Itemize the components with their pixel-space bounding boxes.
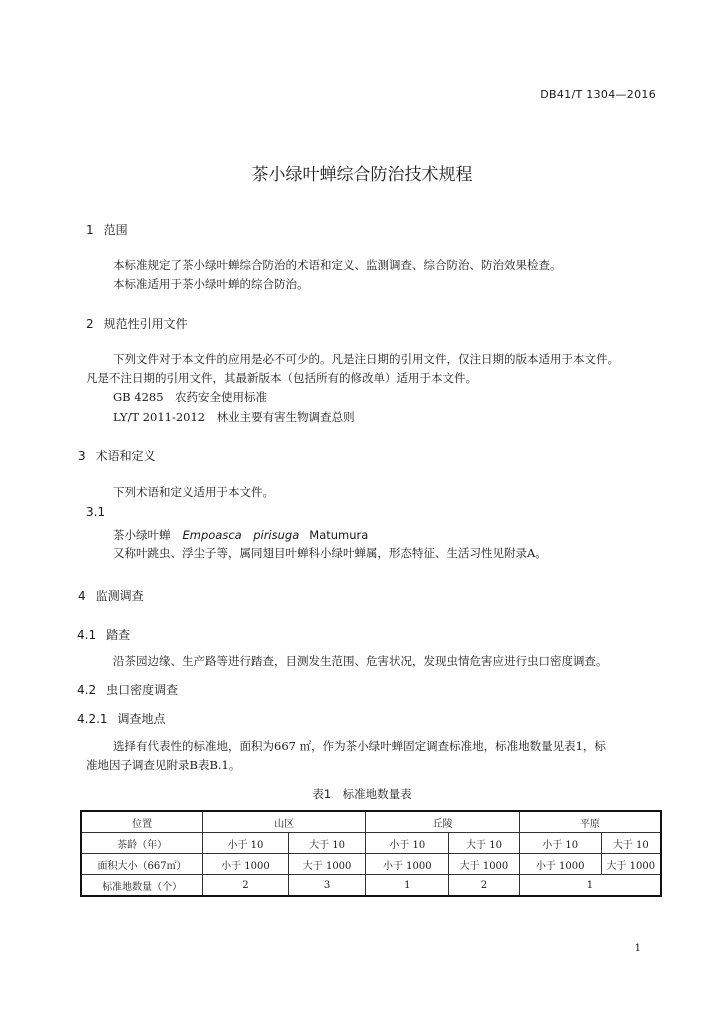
term-definition: 又称叶跳虫、浮尘子等，属同翅目叶蝉科小绿叶蝉属，形态特征、生活习性见附录A。 <box>113 546 547 560</box>
section-number: 4.2 <box>77 683 97 697</box>
table-cell: 3 <box>288 875 366 897</box>
normative-reference: LY/T 2011-2012 林业主要有害生物调查总则 <box>113 410 355 424</box>
table-cell: 位置 <box>81 811 203 833</box>
section-number: 2 <box>86 317 94 331</box>
section-title: 监测调查 <box>95 589 144 603</box>
section-2-heading <box>86 315 188 332</box>
table-row <box>81 811 661 833</box>
table-cell: 大于 10 <box>449 833 520 854</box>
table-cell: 标准地数量（个） <box>81 875 203 897</box>
plot-count-table <box>80 810 662 897</box>
table-cell: 大于 1000 <box>601 854 661 875</box>
term-author: Matumura <box>309 528 369 542</box>
table-cell: 丘陵 <box>366 811 519 833</box>
table-cell: 茶龄（年） <box>81 833 203 854</box>
document-title: 茶小绿叶蝉综合防治技术规程 <box>251 165 473 185</box>
paragraph: 下列文件对于本文件的应用是必不可少的。凡是注日期的引用文件，仅注日期的版本适用于本文件。 <box>113 352 619 366</box>
table-row <box>81 854 661 875</box>
table-cell: 小于 1000 <box>519 854 601 875</box>
paragraph: 本标准规定了茶小绿叶蝉综合防治的术语和定义、监测调查、综合防治、防治效果检查。 <box>113 258 562 272</box>
table-cell: 小于 10 <box>366 833 449 854</box>
term-entry <box>113 527 368 543</box>
table-cell: 面积大小（667㎡） <box>81 854 203 875</box>
table-cell: 2 <box>449 875 520 897</box>
paragraph: 本标准适用于茶小绿叶蝉的综合防治。 <box>113 277 309 291</box>
paragraph: 凡是不注日期的引用文件，其最新版本（包括所有的修改单）适用于本文件。 <box>86 371 477 385</box>
standard-code: DB41/T 1304—2016 <box>540 88 656 101</box>
table-cell: 1 <box>366 875 449 897</box>
paragraph: 沿茶园边缘、生产路等进行踏查，目测发生范围、危害状况，发现虫情危害应进行虫口密度调查。 <box>113 654 608 668</box>
section-number: 4 <box>78 589 86 603</box>
table-cell: 平原 <box>519 811 661 833</box>
subsection-4-2-1-heading <box>77 710 166 727</box>
page-number: 1 <box>634 943 641 954</box>
table-cell: 小于 10 <box>519 833 601 854</box>
table-cell: 山区 <box>203 811 366 833</box>
subsection-4-2-heading <box>77 681 178 698</box>
section-1-heading <box>86 221 128 238</box>
table-cell: 大于 10 <box>288 833 366 854</box>
section-title: 虫口密度调查 <box>106 683 179 697</box>
table-cell: 小于 1000 <box>203 854 289 875</box>
paragraph: 准地因子调查见附录B表B.1。 <box>86 758 241 772</box>
table-row <box>81 833 661 854</box>
subsection-4-1-heading <box>77 626 130 643</box>
table-cell: 小于 10 <box>203 833 289 854</box>
section-title: 范围 <box>103 223 128 237</box>
table-row <box>81 875 661 897</box>
paragraph: 下列术语和定义适用于本文件。 <box>113 485 274 499</box>
table-cell: 大于 1000 <box>288 854 366 875</box>
section-number: 4.1 <box>77 628 97 642</box>
section-number: 3 <box>78 449 86 463</box>
paragraph: 选择有代表性的标准地，面积为667 ㎡，作为茶小绿叶蝉固定调查标准地，标准地数量见表1，标 <box>113 739 606 753</box>
subsection-number: 3.1 <box>86 505 106 519</box>
table-cell: 小于 1000 <box>366 854 449 875</box>
section-number: 4.2.1 <box>77 712 108 726</box>
table-cell: 2 <box>203 875 289 897</box>
term-latin-name: Empoasca pirisuga <box>182 528 300 542</box>
table-cell: 大于 10 <box>601 833 661 854</box>
table-title: 表1 标准地数量表 <box>312 787 412 801</box>
section-title: 规范性引用文件 <box>103 317 188 331</box>
section-3-heading <box>78 447 156 464</box>
section-title: 踏查 <box>106 628 131 642</box>
normative-reference: GB 4285 农药安全使用标准 <box>113 390 268 404</box>
section-number: 1 <box>86 223 94 237</box>
section-title: 术语和定义 <box>95 449 156 463</box>
section-title: 调查地点 <box>117 712 166 726</box>
table-cell: 1 <box>519 875 661 897</box>
section-4-heading <box>78 587 144 604</box>
table-cell: 大于 1000 <box>449 854 520 875</box>
term-chinese-name: 茶小绿叶蝉 <box>113 528 171 542</box>
